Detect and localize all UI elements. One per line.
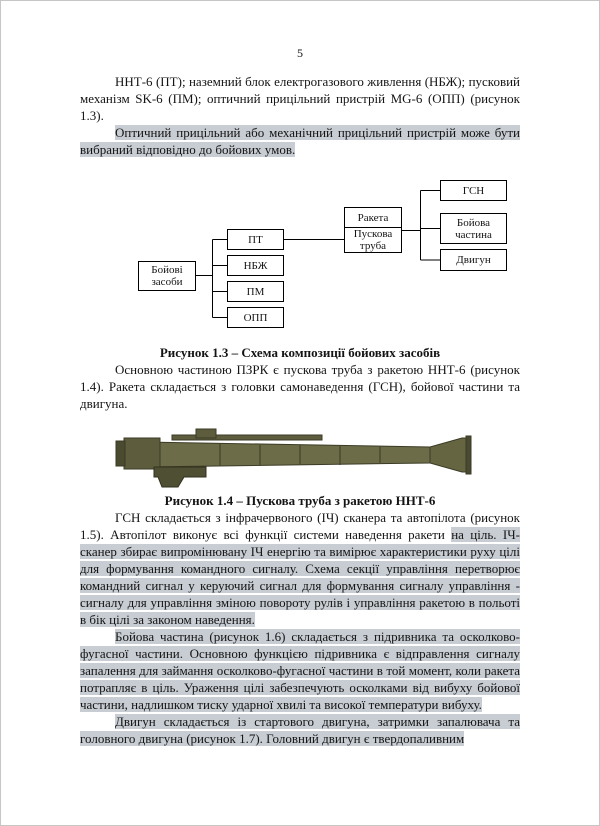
paragraph-components-text: ННТ-6 (ПТ); наземний блок електрогазового живлення (НБЖ); пусковий механізм SK-6 (ПМ); оптичний прицільний пристрій MG-6 (ОПП) (рисунок 1.3). — [80, 74, 520, 123]
paragraph-gsn-normal-text: ГСН складається з інфрачервоного (ІЧ) сканера та автопілота (рисунок 1.5). Автопілот виконує всі функції системи наведення ракети — [80, 510, 520, 542]
connector-rocket-to-parts — [402, 191, 440, 261]
missile-muzzle-rim — [466, 436, 471, 474]
figure-1-3-diagram — [130, 175, 520, 340]
missile-sight-mount — [196, 429, 216, 438]
diagram-box-combat-assets: Бойові засоби — [138, 261, 196, 291]
figure-1-4-caption: Рисунок 1.4 – Пускова труба з ракетою ННТ-6 — [164, 493, 436, 508]
diagram-box-pm: ПМ — [227, 281, 284, 302]
connector-root-to-components — [196, 240, 227, 318]
diagram-box-rocket-tube — [344, 207, 402, 253]
selected-text-gsn: на ціль. ІЧ-сканер збирає випромінювану ІЧ енергію та вимірює характеристики руху цілі для формування командного сигналу. Схема секції управління перетворює командний сигнал у керуючий сигнал для формування сигналу управління - сигналу для управління зміною повороту рулів і управління ракетою в польоті в бік цілі за законом наведення. — [80, 527, 520, 627]
diagram-box-nbzh: НБЖ — [227, 255, 284, 276]
diagram-cell-rocket: Ракета — [345, 208, 401, 228]
diagram-box-gsn: ГСН — [440, 180, 507, 201]
paragraph-main-part-text: Основною частиною ПЗРК є пускова труба з ракетою ННТ-6 (рисунок 1.4). Ракета складається з головки самонаведення (ГСН), бойової частини та двигуна. — [80, 362, 520, 411]
paragraph-gsn — [80, 509, 520, 628]
figure-1-4-image — [110, 422, 490, 488]
diagram-cell-launch-tube: Пускова труба — [353, 228, 393, 252]
diagram-box-opp: ОПП — [227, 307, 284, 328]
selected-text-sight-choice: Оптичний прицільний або механічний прицільний пристрій може бути вибраний відповідно до бойових умов. — [80, 125, 520, 157]
missile-rear-cap — [116, 441, 125, 466]
paragraph-sight-choice — [80, 124, 520, 158]
page-number: 5 — [297, 46, 303, 60]
diagram-box-pt: ПТ — [227, 229, 284, 250]
missile-top-rail — [172, 435, 322, 440]
missile-illustration — [110, 422, 490, 488]
paragraph-components — [80, 73, 520, 124]
missile-muzzle-bell — [430, 438, 468, 472]
paragraph-main-part — [80, 361, 520, 412]
missile-breech-block — [124, 438, 160, 469]
missile-launch-tube — [144, 442, 430, 467]
diagram-box-warhead: Бойова частина — [440, 213, 507, 244]
missile-gripstock — [154, 467, 206, 487]
figure-1-3-caption: Рисунок 1.3 – Схема композиції бойових засобів — [159, 345, 441, 360]
selected-text-warhead: Бойова частина (рисунок 1.6) складається з підривника та осколково-фугасної частини. Основною функцією підривника є відправлення сигналу запалення для займання осколково-фугасної частини в той момент, коли ракета потрапляє в ціль. Ураження цілі забезпечують осколками від вибуху бойової частини, надлишком тиску ударної хвилі та високої температури вибуху. — [80, 629, 520, 712]
diagram-box-engine: Двигун — [440, 249, 507, 271]
selected-text-engine: Двигун складається із стартового двигуна, затримки запалювача та головного двигуна (рисунок 1.7). Головний двигун є твердопаливним — [80, 714, 520, 746]
paragraph-warhead — [80, 628, 520, 713]
paragraph-engine — [80, 713, 520, 747]
